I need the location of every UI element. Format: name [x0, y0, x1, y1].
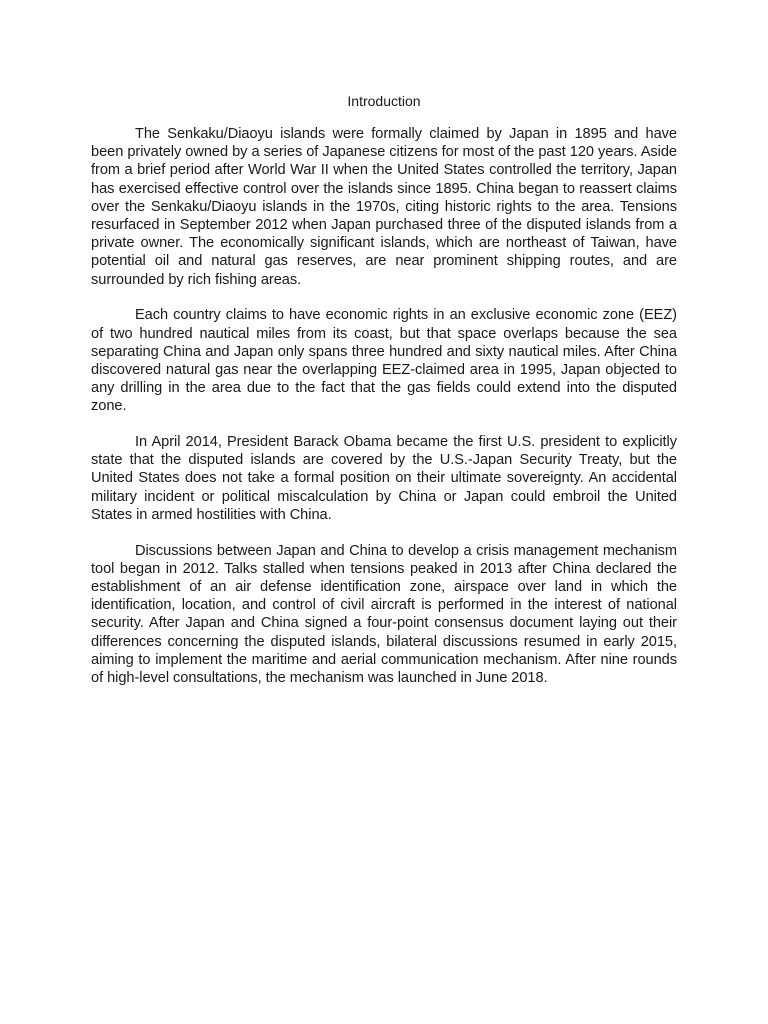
- page-title: Introduction: [347, 93, 421, 109]
- paragraph: Each country claims to have economic rights in an exclusive economic zone (EEZ) of two hundred nautical miles from its coast, but that space overlaps because the sea separating China and Japan only spans three hundred and sixty nautical miles. After China discovered natural gas near the overlapping EEZ-claimed area in 1995, Japan objected to any drilling in the area due to the fact that the gas fields could extend into the disputed zone.: [91, 307, 677, 415]
- paragraph: Discussions between Japan and China to develop a crisis management mechanism tool began in 2012. Talks stalled when tensions peaked in 2013 after China declared the establishment of an air defense identification zone, airspace over land in which the identification, location, and control of civil aircraft is performed in the interest of national security. After Japan and China signed a four-point consensus document laying out their differences concerning the disputed islands, bilateral discussions resumed in early 2015, aiming to implement the maritime and aerial communication mechanism. After nine rounds of high-level consultations, the mechanism was launched in June 2018.: [91, 542, 677, 686]
- document-body: [91, 125, 677, 705]
- paragraph: In April 2014, President Barack Obama became the first U.S. president to explicitly state that the disputed islands are covered by the U.S.-Japan Security Treaty, but the United States does not take a formal position on their ultimate sovereignty. An accidental military incident or political miscalculation by China or Japan could embroil the United States in armed hostilities with China.: [91, 434, 677, 523]
- paragraph: The Senkaku/Diaoyu islands were formally claimed by Japan in 1895 and have been privately owned by a series of Japanese citizens for most of the past 120 years. Aside from a brief period after World War II when the United States controlled the territory, Japan has exercised effective control over the islands since 1895. China began to reassert claims over the Senkaku/Diaoyu islands in the 1970s, citing historic rights to the area. Tensions resurfaced in September 2012 when Japan purchased three of the disputed islands from a private owner. The economically significant islands, which are northeast of Taiwan, have potential oil and natural gas reserves, are near prominent shipping routes, and are surrounded by rich fishing areas.: [91, 126, 677, 288]
